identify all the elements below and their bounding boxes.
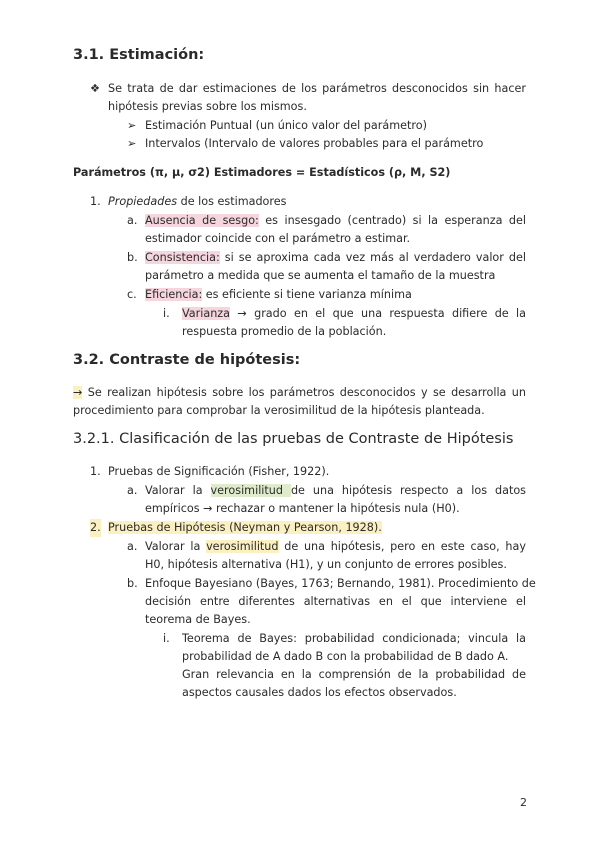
list-item-propiedades (108, 193, 286, 211)
highlighted-term: Pruebas de Hipótesis (Neyman y Pearson, 1928). (108, 521, 382, 534)
list-number: 1. (90, 195, 101, 208)
item-text-line: H0, hipótesis alternativa (H1), y un conjunto de errores posibles. (145, 558, 507, 571)
list-letter: b. (127, 577, 138, 590)
item-text: es eficiente si tiene varianza mínima (202, 288, 412, 301)
item-text-line: estimador coincide con el parámetro a estimar. (145, 232, 411, 245)
item-text-line: decisión entre diferentes alternativas en el que interviene el (145, 595, 526, 608)
list-letter: b. (127, 251, 138, 264)
item-text-line: parámetro a medida que se aumenta el tamaño de la muestra (145, 269, 496, 282)
sub-bullet-puntual: Estimación Puntual (un único valor del parámetro) (145, 119, 427, 132)
sub-bullet-intervalos: Intervalos (Intervalo de valores probables para el parámetro (145, 137, 484, 150)
item-teorema-bayes: Teorema de Bayes: probabilidad condicionada; vincula la (182, 632, 526, 645)
list-number: 2. (90, 519, 101, 537)
highlighted-term: Ausencia de sesgo: (145, 214, 259, 227)
list-letter: a. (127, 214, 138, 227)
section-heading-contraste: 3.2. Contraste de hipótesis: (73, 352, 301, 368)
paragraph-line (73, 384, 526, 402)
list-roman: i. (163, 632, 170, 645)
item-text: de una hipótesis, pero en este caso, hay (278, 540, 526, 553)
paragraph-text: Se realizan hipótesis sobre los parámetros desconocidos y se desarrolla un (82, 386, 526, 399)
item-text: si se aproxima cada vez más al verdadero valor del (219, 251, 526, 264)
highlighted-term: Consistencia: (145, 251, 220, 264)
paragraph-line: procedimiento para comprobar la verosimilitud de la hipótesis planteada. (73, 404, 485, 417)
item-consistencia (145, 249, 526, 267)
subsection-heading: 3.2.1. Clasificación de las pruebas de Contraste de Hipótesis (73, 431, 514, 447)
list-letter: a. (127, 484, 138, 497)
item-text-line: Gran relevancia en la comprensión de la probabilidad de (182, 668, 526, 681)
page-number: 2 (520, 796, 527, 809)
item-text: es insesgado (centrado) si la esperanza del (258, 214, 526, 227)
arrow-bullet-icon: ➢ (127, 119, 137, 132)
item-ausencia-sesgo (145, 212, 526, 230)
item-valorar-2 (145, 538, 526, 556)
parameters-line: Parámetros (π, μ, σ2) Estimadores = Estadísticos (ρ, M, S2) (73, 166, 451, 179)
item-text: de una hipótesis respecto a los datos (290, 484, 527, 497)
item-text: de los estimadores (177, 195, 287, 208)
arrow-icon: → (73, 386, 83, 399)
list-item-hipotesis (108, 519, 382, 537)
highlighted-term: verosimilitud (210, 484, 291, 497)
item-eficiencia (145, 286, 412, 304)
diamond-bullet-icon: ❖ (90, 82, 101, 95)
arrow-bullet-icon: ➢ (127, 137, 137, 150)
item-bayesiano: Enfoque Bayesiano (Bayes, 1763; Bernando, 1981). Procedimiento de (145, 577, 536, 590)
highlighted-term: Varianza (182, 307, 231, 320)
italic-term: Propiedades (108, 195, 178, 208)
item-varianza (182, 305, 526, 323)
list-letter: c. (127, 288, 137, 301)
list-item-significacion: Pruebas de Significación (Fisher, 1922). (108, 465, 330, 478)
item-text: Valorar la (145, 484, 211, 497)
item-text-line: empíricos → rechazar o mantener la hipótesis nula (H0). (145, 502, 460, 515)
item-text-line: teorema de Bayes. (145, 613, 251, 626)
item-text-line: probabilidad de A dado B con la probabilidad de B dado A. (182, 650, 509, 663)
section-heading-estimacion: 3.1. Estimación: (73, 47, 205, 63)
bullet-text-line: Se trata de dar estimaciones de los parámetros desconocidos sin hacer (108, 82, 526, 95)
item-text-line: respuesta promedio de la población. (182, 325, 387, 338)
item-valorar (145, 482, 526, 500)
item-text: Valorar la (145, 540, 207, 553)
list-roman: i. (163, 307, 170, 320)
list-letter: a. (127, 540, 138, 553)
item-text-line: aspectos causales dados los efectos observados. (182, 686, 457, 699)
list-number: 1. (90, 465, 101, 478)
bullet-text-line: hipótesis previas sobre los mismos. (108, 100, 307, 113)
highlighted-term: verosimilitud (206, 540, 279, 553)
highlighted-term: Eficiencia: (145, 288, 203, 301)
item-text: → grado en el que una respuesta difiere de la (230, 307, 526, 320)
